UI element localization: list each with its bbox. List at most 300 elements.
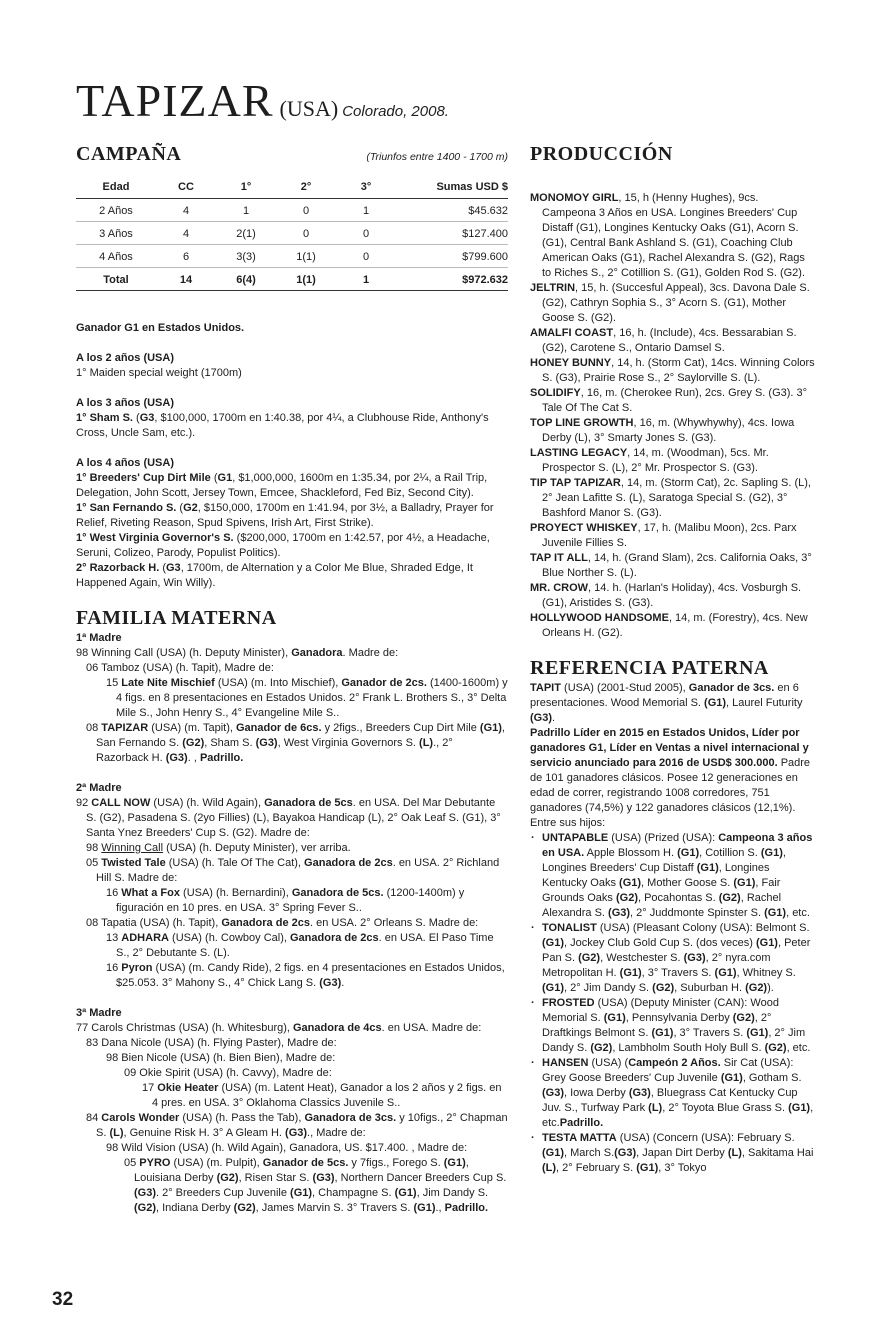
table-cell: 1 <box>336 199 396 222</box>
table-cell: 1(1) <box>276 245 336 268</box>
race-name: 1° West Virginia Governor's S. <box>76 532 234 544</box>
text: (G1) <box>619 967 642 979</box>
text: ., Madre de: <box>307 1127 366 1139</box>
text: 13 <box>106 932 122 944</box>
text: ). <box>767 982 774 994</box>
family-line <box>76 1156 508 1216</box>
text: (G3) <box>285 1127 308 1139</box>
table-cell: 14 <box>156 268 216 291</box>
a3-heading: A los 3 años (USA) <box>76 397 174 409</box>
m2-heading: 2ª Madre <box>76 782 122 794</box>
text: ( <box>159 562 166 574</box>
m1-heading: 1ª Madre <box>76 632 122 644</box>
text: , 2° Juddmonte Spinster S. <box>630 907 765 919</box>
text: , Indiana Derby <box>156 1202 234 1214</box>
text: (G2) <box>182 737 205 749</box>
offspring-name: TESTA MATTA <box>542 1132 617 1144</box>
col-header: Edad <box>76 177 156 199</box>
familia-materna <box>76 631 508 1216</box>
text: (USA) (Pleasant Colony (USA): Belmont S. <box>596 922 810 934</box>
text: , $1,000,000, 1600m en 1:35.34, por 2¼, a Rail Trip, Delegation, John Scott, Jersey Town, Emcee, Shackleford, Fed Biz, Second City). <box>76 472 488 499</box>
family-line: 06 Tamboz (USA) (h. Tapit), Madre de: <box>86 662 274 674</box>
a4-race <box>76 471 508 501</box>
text: , Suburban H. <box>674 982 746 994</box>
table-cell: $45.632 <box>396 199 508 222</box>
text: . en USA. El Paso Time S., 2° Debutante S. (L). <box>116 932 494 959</box>
text: Sir Cat (USA): Grey Goose Breeders' Cup Juvenile <box>542 1057 794 1084</box>
text: (G3) <box>312 1172 335 1184</box>
table-row <box>76 199 508 222</box>
list-item <box>530 416 815 446</box>
text: TAPIZAR <box>101 722 149 734</box>
text: Ganador de 6cs. <box>235 722 322 734</box>
text: y 7figs., Forego S. <box>348 1157 444 1169</box>
a4-race <box>76 531 508 561</box>
text: 16 <box>106 962 122 974</box>
text: , etc. <box>786 907 810 919</box>
table-cell: 0 <box>336 245 396 268</box>
text: (USA) (m. Latent Heat), Ganador a los 2 años y 2 figs. en 4 pres. en USA. 3° Oklahoma Classics Juvenile S.. <box>152 1082 502 1109</box>
family-line <box>76 1111 508 1141</box>
text: (G1) <box>733 877 756 889</box>
family-line <box>76 1021 508 1036</box>
text: Ganador de 3cs. <box>688 682 775 694</box>
text: , 14, m. (Storm Cat), 2c. Sapling S. (L), 2° Jean Lafitte S. (L), Saratoga Special S. (G2), 3° Bashford Manor S. (G3). <box>542 477 811 519</box>
text: (USA) (m. Into Mischief), <box>214 677 342 689</box>
list-item <box>530 611 815 641</box>
text: , 16, h. (Include), 4cs. Bessarabian S. (G2), Carotene S., Ontario Damsel S. <box>542 327 797 354</box>
text: Late Nite Mischief <box>121 677 215 689</box>
text: ADHARA <box>121 932 169 944</box>
list-item <box>530 191 815 281</box>
text: (G2) <box>134 1202 156 1214</box>
text: (1200-1400m) y figuración en 10 pres. en USA. 3° Spring Fever S.. <box>116 887 465 914</box>
text: (G1) <box>755 937 778 949</box>
text: Ganadora de 5cs <box>264 797 353 809</box>
text: (G3) <box>530 712 552 724</box>
text: (USA) (h. Deputy Minister), ver arriba. <box>163 842 351 854</box>
text: (G3) <box>608 907 631 919</box>
text: (G1) <box>443 1157 466 1169</box>
text: (G3) <box>319 977 342 989</box>
table-cell: 4 Años <box>76 245 156 268</box>
text: , James Marvin S. 3° Travers S. <box>255 1202 414 1214</box>
produccion-heading: PRODUCCIÓN <box>530 143 673 165</box>
text: , Mother Goose S. <box>641 877 734 889</box>
list-item <box>530 1056 815 1131</box>
text: Carols Wonder <box>101 1112 180 1124</box>
text: (G1) <box>760 847 783 859</box>
text: , Pennsylvania Derby <box>625 1012 733 1024</box>
text: (G2) <box>216 1172 239 1184</box>
table-cell: 2 Años <box>76 199 156 222</box>
family-line <box>76 676 508 721</box>
text: PYRO <box>139 1157 171 1169</box>
campaign-details <box>76 321 508 591</box>
text: (G3) <box>255 737 278 749</box>
text: Padrillo. <box>444 1202 489 1214</box>
table-cell: 3 Años <box>76 222 156 245</box>
text: (USA) (h. Pass the Tab), <box>179 1112 305 1124</box>
text: , 2° Jim Dandy S. <box>564 982 653 994</box>
text: , 15, h (Henny Hughes), 9cs. Campeona 3 Años en USA. Longines Breeders' Cup Distaff (G1), Longines Kentucky Oaks (G1), Acorn S. (G1), Central Bank Ashland S. (G1), Coaching Club American Oaks (G1), Rachel Alexandra S. (G2), Rags to Riches S., 2° Cotillion S. (G1), Golden Rod S. (G2). <box>542 192 806 279</box>
text: 77 Carols Christmas (USA) (h. Whitesburg), <box>76 1022 293 1034</box>
family-line: 83 Dana Nicole (USA) (h. Flying Paster), Madre de: <box>86 1037 337 1049</box>
text: (G1) <box>413 1202 436 1214</box>
table-cell: $127.400 <box>396 222 508 245</box>
sire-line <box>530 681 815 726</box>
col-header: CC <box>156 177 216 199</box>
text: , San Fernando S. <box>96 722 505 749</box>
text: Ganadora de 2cs <box>290 932 379 944</box>
family-line <box>76 1081 508 1111</box>
text: , Sham S. <box>204 737 256 749</box>
family-line <box>76 646 508 661</box>
text: Ganadora de 3cs. <box>304 1112 397 1124</box>
offspring-name: MR. CROW <box>530 582 589 594</box>
list-item <box>530 551 815 581</box>
text: (USA) (Prized (USA): <box>608 832 719 844</box>
text: , 3° Tokyo <box>658 1162 707 1174</box>
text: (1400-1600m) y 4 figs. en 8 presentaciones en Estados Unidos. 2° Frank L. Brothers S., 3° Delta Mile S., John Henry S., 4° Evangeline Mile S.. <box>116 677 508 719</box>
list-item <box>530 921 815 996</box>
text: , Whitney S. <box>736 967 796 979</box>
text: (G1) <box>651 1027 674 1039</box>
offspring-name: TOP LINE GROWTH <box>530 417 634 429</box>
text: , Rachel Alexandra S. <box>542 892 782 919</box>
text: en 6 presentaciones. Wood Memorial S. <box>530 682 799 709</box>
text: (G2) <box>732 1012 755 1024</box>
text: , 15, h. (Succesful Appeal), 3cs. Davona Dale S. (G2), Cathryn Sophia S., 3° Acorn S. (G1), Mother Goose S. (G2). <box>542 282 810 324</box>
text: , 16, m. (Cherokee Run), 2cs. Grey S. (G3). 3° Tale Of The Cat S. <box>542 387 808 414</box>
list-item <box>530 356 815 386</box>
text: , 14, m. (Forestry), 4cs. New Orleans H. (G2). <box>542 612 808 639</box>
text: , 2° Jim Dandy S. <box>542 1027 806 1054</box>
text: , Peter Pan S. <box>542 937 811 964</box>
text: (G1) <box>704 697 727 709</box>
text: CALL NOW <box>91 797 151 809</box>
text: , Louisiana Derby <box>134 1157 469 1184</box>
text: , 3° Travers S. <box>641 967 715 979</box>
list-item <box>530 996 815 1056</box>
family-line <box>76 856 508 886</box>
sire-offspring-list <box>530 831 815 1176</box>
text: , 2° Toyota Blue Grass S. <box>662 1102 789 1114</box>
text: (G2) <box>590 1042 613 1054</box>
text: Campeón 2 Años. <box>628 1057 721 1069</box>
text: (G3) <box>628 1087 651 1099</box>
text: Okie Heater <box>157 1082 219 1094</box>
col-header: 2° <box>276 177 336 199</box>
offspring-name: UNTAPABLE <box>542 832 609 844</box>
text: Ganadora de 4cs <box>293 1022 382 1034</box>
table-row <box>76 222 508 245</box>
table-cell: 0 <box>276 222 336 245</box>
col-header: 3° <box>336 177 396 199</box>
list-item <box>530 581 815 611</box>
grade: G3 <box>166 562 181 574</box>
family-line <box>76 796 508 841</box>
text: y 10figs., 2° Chapman S. <box>96 1112 508 1139</box>
text: , March S. <box>564 1147 615 1159</box>
text: , Jockey Club Gold Cup S. (dos veces) <box>564 937 756 949</box>
table-cell: 4 <box>156 199 216 222</box>
text: . 2° Breeders Cup Juvenile <box>156 1187 291 1199</box>
text: Ganadora de 2cs <box>304 857 393 869</box>
text: (USA) (m. Pulpit), <box>170 1157 263 1169</box>
text: , Bluegrass Cat Kentucky Cup Juv. S., Turfway Park <box>542 1087 798 1114</box>
referencia-paterna <box>530 681 815 1176</box>
text: 16 <box>106 887 122 899</box>
text: ., 2° Razorback H. <box>96 737 453 764</box>
text: . , <box>187 752 200 764</box>
table-cell: 6(4) <box>216 268 276 291</box>
horse-country: (USA) <box>279 96 339 121</box>
text: (G1) <box>542 982 564 994</box>
text: 98 Winning Call (USA) (h. Deputy Minister), <box>76 647 292 659</box>
text: , 2° February S. <box>556 1162 637 1174</box>
offspring-name: MONOMOY GIRL <box>530 192 619 204</box>
text: 84 <box>86 1112 102 1124</box>
text: Ganador de 2cs. <box>341 677 427 689</box>
text: , $150,000, 1700m en 1:41.94, por 3½, a Balladry, Prayer for Relief, Riveting Reason, Spud Spivens, Irish Art, First Strike). <box>76 502 494 529</box>
offspring-name: HANSEN <box>542 1057 589 1069</box>
text: (G1) <box>619 877 642 889</box>
text: 92 <box>76 797 92 809</box>
text: (G3) <box>683 952 706 964</box>
table-cell: 4 <box>156 222 216 245</box>
text: , Lambholm South Holy Bull S. <box>612 1042 765 1054</box>
offspring-name: JELTRIN <box>530 282 576 294</box>
text: (G3) <box>134 1187 156 1199</box>
horse-subtitle: Colorado, 2008. <box>342 103 449 120</box>
offspring-name: HOLLYWOOD HANDSOME <box>530 612 669 624</box>
col-header: 1° <box>216 177 276 199</box>
text: ($200,000, 1700m en 1:42.57, por 4½, a Headache, Seruni, Colizeo, Parody, Populist Politics). <box>76 532 490 559</box>
family-line <box>76 961 508 991</box>
page-title <box>76 74 836 127</box>
text: (G1) <box>764 907 787 919</box>
text: , Iowa Derby <box>564 1087 629 1099</box>
text: , Laurel Futurity <box>726 697 803 709</box>
table-total-row <box>76 268 508 291</box>
table-cell: 3(3) <box>216 245 276 268</box>
text: Padre de 101 ganadores clásicos. Posee 12 generaciones en edad de correr, registrando 1008 corredores, 751 ganadores (74,5%) y 122 ganadores clásicos (12,1%). Entre sus hijos: <box>530 757 811 829</box>
list-item <box>530 476 815 521</box>
text: , Japan Dirt Derby <box>636 1147 728 1159</box>
list-item <box>530 326 815 356</box>
text: (L) <box>727 1147 742 1159</box>
text: , 14, h. (Storm Cat), 14cs. Winning Colors S. (G3), Prairie Rose S., 2° Saylorville S. (L). <box>542 357 815 384</box>
offspring-name: SOLIDIFY <box>530 387 581 399</box>
text: (G3) <box>614 1147 637 1159</box>
table-cell: 1 <box>336 268 396 291</box>
table-cell: 1 <box>216 199 276 222</box>
text: (USA) (h. Cowboy Cal), <box>168 932 290 944</box>
family-line: 98 Wild Vision (USA) (h. Wild Again), Ganadora, US. $17.400. , Madre de: <box>106 1142 468 1154</box>
text: (G1) <box>677 847 700 859</box>
race-name: 2° Razorback H. <box>76 562 160 574</box>
table-header-row <box>76 177 508 199</box>
table-cell: 2(1) <box>216 222 276 245</box>
text: (G1) <box>746 1027 769 1039</box>
text: . <box>552 712 556 724</box>
text: (G1) <box>542 937 564 949</box>
text: . en USA. Madre de: <box>381 1022 482 1034</box>
offspring-name: TONALIST <box>542 922 597 934</box>
produccion-list <box>530 191 815 641</box>
family-line: 98 Bien Nicole (USA) (h. Bien Bien), Madre de: <box>106 1052 336 1064</box>
text: Ganadora de 2cs <box>221 917 310 929</box>
text: , Longines Breeders' Cup Distaff <box>542 847 786 874</box>
m3-heading: 3ª Madre <box>76 1007 122 1019</box>
text: (USA) (h. Bernardini), <box>179 887 292 899</box>
sire-name: TAPIT <box>530 682 561 694</box>
text: Pyron <box>121 962 153 974</box>
list-item <box>530 446 815 476</box>
a4-race <box>76 561 508 591</box>
text: Apple Blossom H. <box>584 847 678 859</box>
text: (USA) (m. Candy Ride), 2 figs. en 4 presentaciones en Estados Unidos, $25.053. 3° Mahony S., 4° Chick Lang S. <box>116 962 505 989</box>
text: (G2) <box>718 892 741 904</box>
text: (G2) <box>233 1202 256 1214</box>
text: ., <box>435 1202 445 1214</box>
text: (G1) <box>290 1187 313 1199</box>
text: (USA) (m. Tapit), <box>148 722 236 734</box>
list-item <box>530 1131 815 1176</box>
text: Winning Call <box>101 842 164 854</box>
table-cell: 1(1) <box>276 268 336 291</box>
text: What a Fox <box>121 887 180 899</box>
campana-heading: CAMPAÑA <box>76 143 182 165</box>
text: (G3) <box>542 1087 564 1099</box>
text: (USA) (2001-Stud 2005), <box>560 682 689 694</box>
text: (L) <box>542 1162 557 1174</box>
text: , 17, h. (Malibu Moon), 2cs. Parx Juvenile Fillies S. <box>542 522 797 549</box>
text: , 14, h. (Grand Slam), 2cs. California Oaks, 3° Blue Norther S. (L). <box>542 552 812 579</box>
text: , Cotillion S. <box>699 847 761 859</box>
grade: G1 <box>217 472 233 484</box>
text: Ganadora <box>291 647 343 659</box>
a2-line: 1° Maiden special weight (1700m) <box>76 367 242 379</box>
col-header: Sumas USD $ <box>396 177 508 199</box>
horse-name: TAPIZAR <box>76 75 274 126</box>
text: , 3° Travers S. <box>673 1027 747 1039</box>
text: (USA) (h. Tale Of The Cat), <box>165 857 305 869</box>
text: , Northern Dancer Breeders Cup S. <box>334 1172 507 1184</box>
text: , Westchester S. <box>600 952 684 964</box>
text: (G1) <box>542 1147 564 1159</box>
text: (G1) <box>394 1187 417 1199</box>
text: , West Virginia Governors S. <box>277 737 420 749</box>
text: 08 Tapatia (USA) (h. Tapit), <box>86 917 222 929</box>
table-cell: $799.600 <box>396 245 508 268</box>
text: 08 <box>86 722 102 734</box>
offspring-name: FROSTED <box>542 997 595 1009</box>
table-cell: 0 <box>276 199 336 222</box>
text: (G1) <box>479 722 502 734</box>
text: . Madre de: <box>342 647 399 659</box>
offspring-name: PROYECT WHISKEY <box>530 522 638 534</box>
text: Padrillo. <box>199 752 244 764</box>
text: Padrillo Líder en 2015 en Estados Unidos, Líder por ganadores G1, Líder en Ventas a nivel internacional y servicio anunciado para 2016 de USD$ 300.000. <box>530 727 809 769</box>
offspring-name: LASTING LEGACY <box>530 447 628 459</box>
text: (G2) <box>652 982 675 994</box>
list-item <box>530 831 815 921</box>
text: , 14, m. (Woodman), 5cs. Mr. Prospector S. (L), 2° Mr. Prospector S. (G3). <box>542 447 769 474</box>
text: (G1) <box>696 862 719 874</box>
family-line <box>76 931 508 961</box>
family-line <box>76 721 508 766</box>
text: 05 <box>86 857 102 869</box>
right-column <box>530 141 815 1176</box>
text: (G1) <box>636 1162 659 1174</box>
offspring-name: HONEY BUNNY <box>530 357 612 369</box>
list-item <box>530 386 815 416</box>
text: , 14. h. (Harlan's Holiday), 4cs. Vosburgh S. (G1), Aristides S. (G3). <box>542 582 802 609</box>
text: , Jim Dandy S. <box>416 1187 489 1199</box>
family-line <box>76 916 508 931</box>
text: , 16, m. (Whywhywhy), 4cs. Iowa Derby (L), 3° Smarty Jones S. (G3). <box>542 417 795 444</box>
text: y 2figs., Breeders Cup Dirt Mile <box>321 722 480 734</box>
text: (G2) <box>615 892 638 904</box>
text: . <box>341 977 345 989</box>
text: , 2° nyra.com Metropolitan H. <box>542 952 771 979</box>
text: (USA) (Concern (USA): February S. <box>616 1132 795 1144</box>
familia-heading: FAMILIA MATERNA <box>76 607 277 629</box>
text: (L) <box>419 737 434 749</box>
text: ( <box>210 472 218 484</box>
text: , Longines Kentucky Oaks <box>542 862 770 889</box>
list-item <box>530 521 815 551</box>
referencia-heading: REFERENCIA PATERNA <box>530 657 769 679</box>
a3-race <box>76 411 508 441</box>
text: , Champagne S. <box>312 1187 395 1199</box>
text: , Pocahontas S. <box>637 892 719 904</box>
ganador-line: Ganador G1 en Estados Unidos. <box>76 322 245 334</box>
family-line <box>76 841 508 856</box>
text: , 2° Draftkings Belmont S. <box>542 1012 772 1039</box>
text: . en USA. Del Mar Debutante S. (G2), Pasadena S. (2yo Fillies) (L), Bayakoa Handicap (L), 2° Oak Leaf S. (G1), 3° Santa Ynez Breeders' Cup S. (G2). Madre de: <box>86 797 501 839</box>
grade: G3 <box>139 412 155 424</box>
text: , $100,000, 1700m en 1:40.38, por 4¼, a Clubhouse Ride, Anthony's Cross, Uncle Sam, etc.). <box>76 412 489 439</box>
a4-race <box>76 501 508 531</box>
left-column <box>76 141 508 1216</box>
offspring-name: AMALFI COAST <box>530 327 614 339</box>
campana-note: (Triunfos entre 1400 - 1700 m) <box>366 151 508 163</box>
text: . en USA. 2° Orleans S. Madre de: <box>309 917 479 929</box>
table-cell: $972.632 <box>396 268 508 291</box>
table-row <box>76 245 508 268</box>
text: , Genuine Risk H. 3° A Gleam H. <box>123 1127 286 1139</box>
race-name: 1° Sham S. <box>76 412 133 424</box>
text: , Sakitama Hai <box>741 1147 814 1159</box>
text: (L) <box>109 1127 124 1139</box>
offspring-name: TIP TAP TAPIZAR <box>530 477 621 489</box>
text: Ganador de 5cs. <box>262 1157 349 1169</box>
text: (L) <box>648 1102 663 1114</box>
campana-header <box>76 141 508 167</box>
text: , Risen Star S. <box>238 1172 313 1184</box>
text: 98 <box>86 842 102 854</box>
sire-stats <box>530 726 815 831</box>
text: Twisted Tale <box>101 857 166 869</box>
text: (USA) (Deputy Minister (CAN): Wood Memorial S. <box>542 997 779 1024</box>
race-name: 1° San Fernando S. <box>76 502 177 514</box>
text: 17 <box>142 1082 158 1094</box>
grade: G2 <box>183 502 198 514</box>
text: (USA) (h. Wild Again), <box>150 797 265 809</box>
